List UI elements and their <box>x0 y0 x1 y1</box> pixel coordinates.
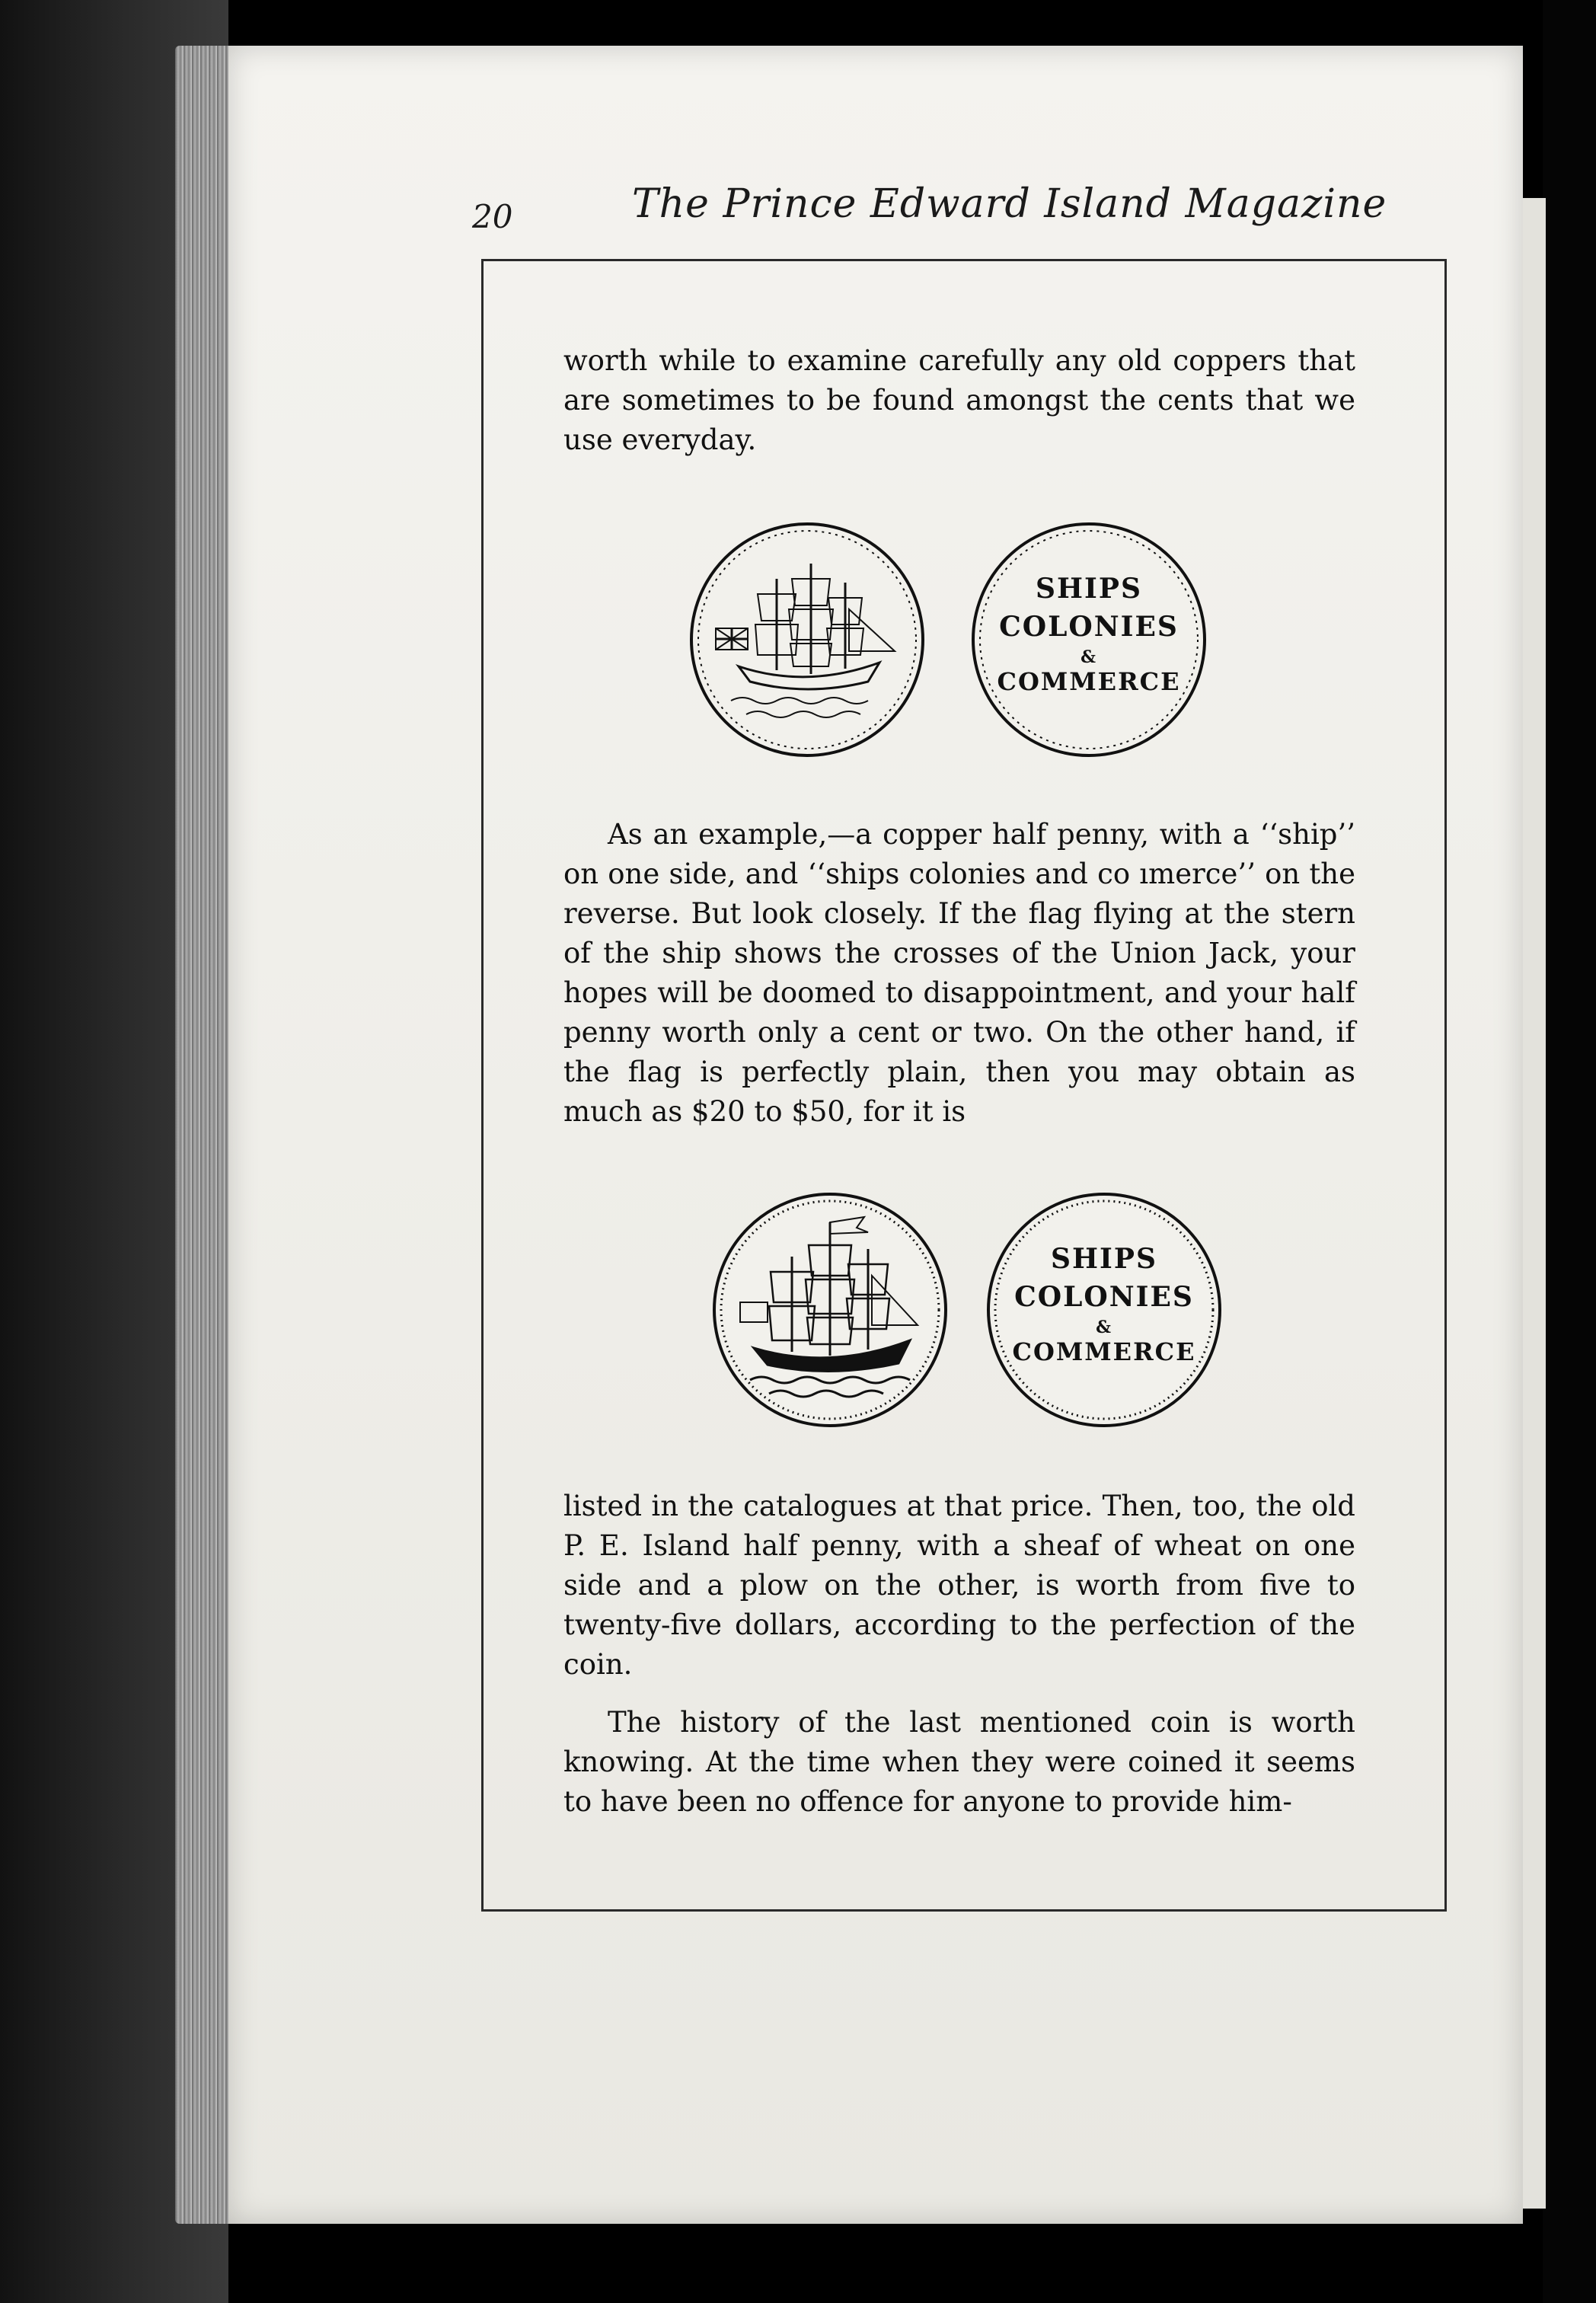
coin-illustration-pair-1 <box>685 518 1234 769</box>
coin-illustration-pair-2 <box>685 1188 1234 1439</box>
ship-with-union-jack-coin-icon <box>685 518 929 762</box>
scan-background-right <box>1543 0 1596 2303</box>
paragraph-4: The history of the last mentioned coin is worth knowing. At the time when they were coined it seems to have been no offence for anyone to provide him- <box>563 1706 1355 1818</box>
ships-colonies-commerce-coin-2 <box>982 1188 1226 1432</box>
coin-text-colonies: COLONIES <box>999 611 1179 643</box>
ships-colonies-commerce-coin-1 <box>967 518 1211 762</box>
paragraph-2: As an example,—a copper half penny, with a ‘‘ship’’ on one side, and ‘‘ships colonies and co ımerce’’ on the reverse. But look closely. If the flag flying at the stern of the ship shows the crosses of the Union Jack, your hopes will be doomed to disappointment, and your half penny worth only a cent or two. On the other hand, if the flag is perfectly plain, then you may obtain as much as $20 to $50, for it is <box>563 818 1355 1128</box>
coin-text-ampersand: & <box>1080 647 1097 667</box>
coin-text-ships: SHIPS <box>1036 573 1142 605</box>
ship-with-plain-flag-coin-icon <box>708 1188 952 1432</box>
facing-page-edge <box>1523 198 1546 2209</box>
page-number: 20 <box>472 198 513 235</box>
running-header <box>472 181 1387 242</box>
paragraph-1: worth while to examine carefully any old coppers that are sometimes to be found amongst the cents that we use everyday. <box>563 344 1355 456</box>
running-title: The Prince Edward Island Magazine <box>632 181 1387 227</box>
coin-text-commerce: COMMERCE <box>1012 1337 1196 1366</box>
coin-text-ships: SHIPS <box>1051 1243 1157 1275</box>
paragraph-3: listed in the catalogues at that price. Then, too, the old P. E. Island half penny, with a sheaf of wheat on one side and a plow on the other, is worth from five to twenty-five dollars, according to the perfection of the coin. <box>563 1490 1355 1681</box>
coin-text-ampersand: & <box>1096 1318 1112 1337</box>
coin-text-commerce: COMMERCE <box>997 667 1181 696</box>
coin-text-colonies: COLONIES <box>1014 1281 1194 1313</box>
